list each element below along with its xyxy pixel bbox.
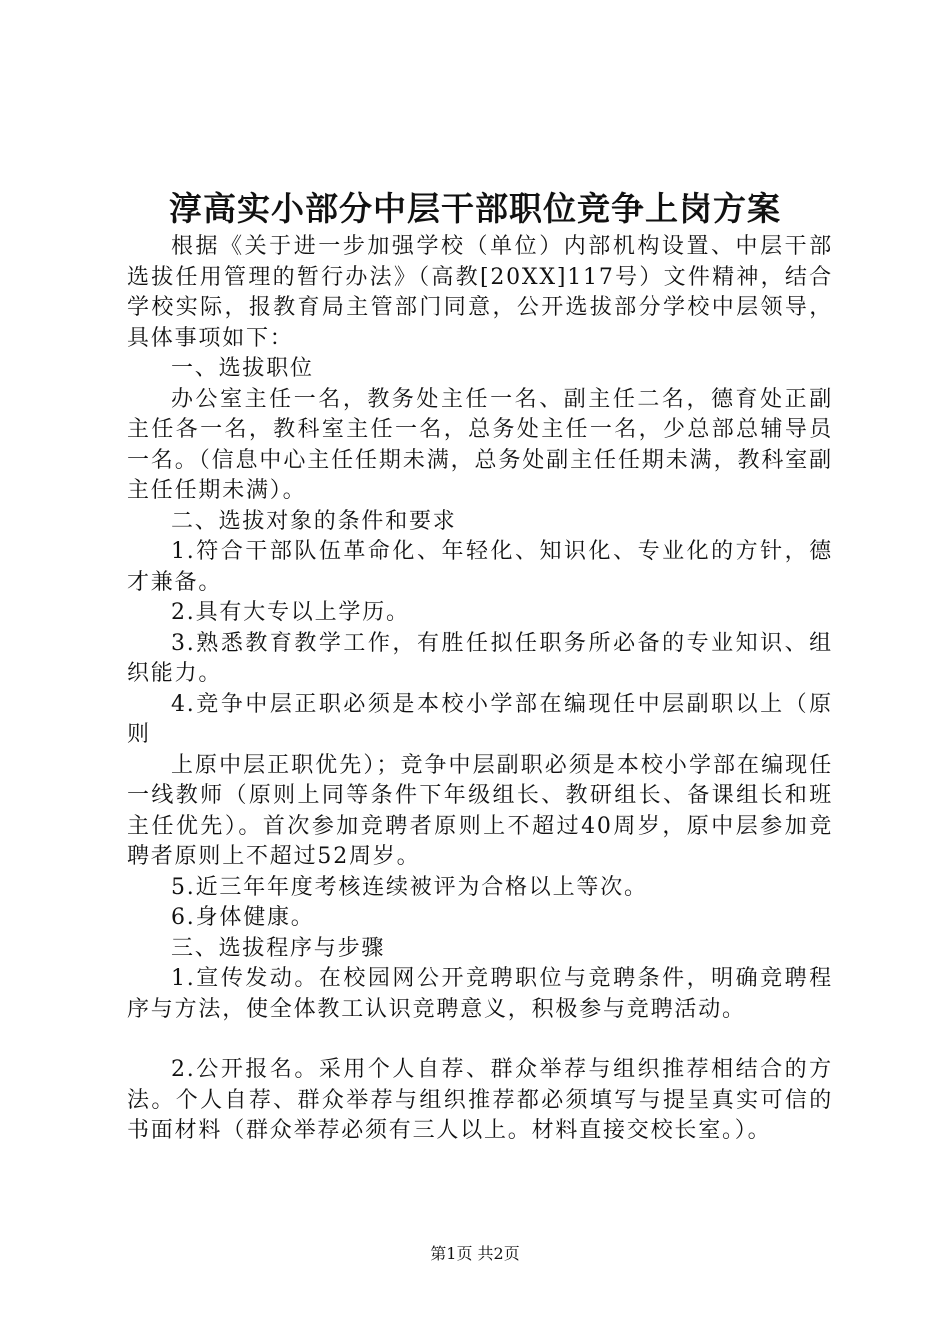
requirement-item-3: 3.熟悉教育教学工作，有胜任拟任职务所必备的专业知识、组织能力。 <box>127 630 833 686</box>
requirement-item-4: 4.竞争中层正职必须是本校小学部在编现任中层副职以上（原则 <box>127 691 833 747</box>
requirement-item-6: 6.身体健康。 <box>171 905 315 930</box>
section-heading-requirements: 二、选拔对象的条件和要求 <box>171 508 457 534</box>
requirement-item-2: 2.具有大专以上学历。 <box>171 600 410 625</box>
requirement-item-5: 5.近三年年度考核连续被评为合格以上等次。 <box>171 874 648 900</box>
intro-paragraph: 根据《关于进一步加强学校（单位）内部机构设置、中层干部选拔任用管理的暂行办法》（高教[20XX]117号）文件精神，结合学校实际，报教育局主管部门同意，公开选拔部分学校中层领导，具体事项如下： <box>127 234 833 351</box>
procedure-step-1: 1.宣传发动。在校园网公开竞聘职位与竞聘条件，明确竞聘程序与方法，使全体教工认识竞聘意义，积极参与竞聘活动。 <box>127 966 833 1022</box>
page-number-footer: 第1页 共2页 <box>430 1244 520 1263</box>
section-heading-positions: 一、选拔职位 <box>171 356 314 381</box>
procedure-step-2: 2.公开报名。采用个人自荐、群众举荐与组织推荐相结合的方法。个人自荐、群众举荐与组织推荐都必须填写与提呈真实可信的书面材料（群众举荐必须有三人以上。材料直接交校长室。）。 <box>127 1057 833 1143</box>
document-body <box>127 232 833 1147</box>
positions-paragraph: 办公室主任一名，教务处主任一名、副主任二名，德育处正副主任各一名，教科室主任一名，总务处主任一名，少总部总辅导员一名。（信息中心主任任期未满，总务处副主任任期未满，教科室副主任任期未满）。 <box>127 386 833 503</box>
document-title: 淳高实小部分中层干部职位竞争上岗方案 <box>169 189 781 228</box>
requirement-item-4-continued: 上原中层正职优先）；竞争中层副职必须是本校小学部在编现任一线教师（原则上同等条件下年级组长、教研组长、备课组长和班主任优先）。首次参加竞聘者原则上不超过40周岁，原中层参加竞聘者原则上不超过52周岁。 <box>127 752 833 869</box>
requirement-item-1: 1.符合干部队伍革命化、年轻化、知识化、专业化的方针，德才兼备。 <box>127 539 833 595</box>
section-heading-procedure: 三、选拔程序与步骤 <box>171 935 386 961</box>
